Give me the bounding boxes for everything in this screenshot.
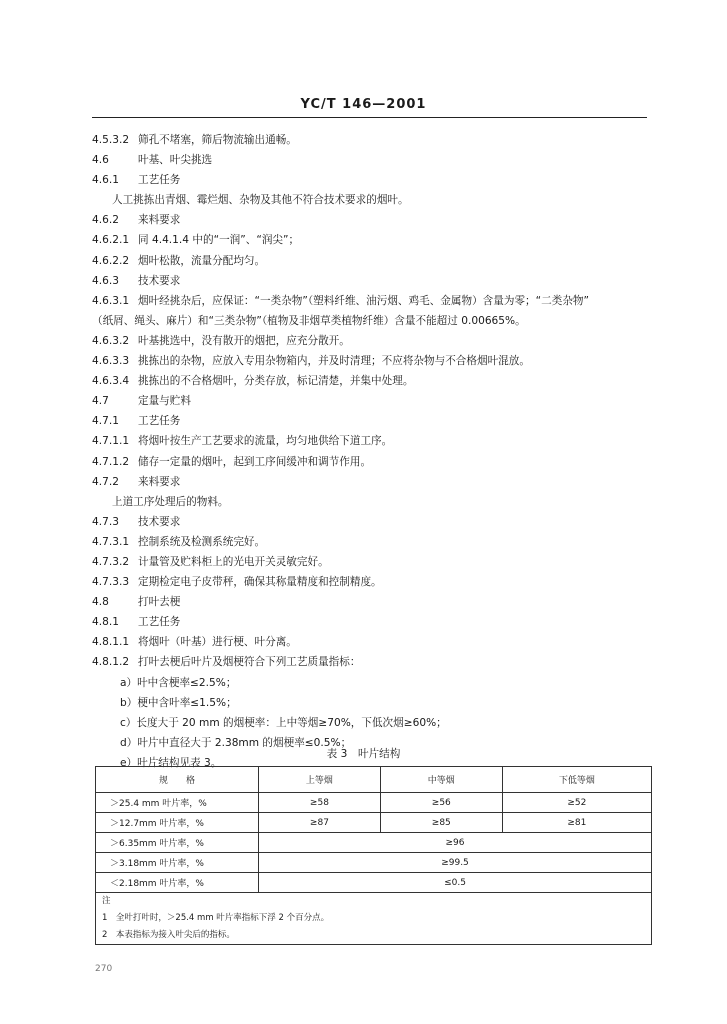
table-notes bbox=[96, 893, 652, 945]
clause-number: 4.7 bbox=[92, 395, 109, 408]
text-line bbox=[92, 271, 652, 291]
clause-number: 4.6.3.3 bbox=[92, 355, 130, 368]
text-line bbox=[92, 713, 652, 733]
table-header-row bbox=[96, 767, 652, 793]
text-line bbox=[92, 210, 652, 230]
row-label: ＞6.35mm 叶片率，% bbox=[96, 833, 259, 853]
clause-text: 技术要求 bbox=[138, 515, 181, 528]
text-line bbox=[92, 331, 652, 351]
table-row bbox=[96, 853, 652, 873]
clause-text: 人工挑拣出青烟、霉烂烟、杂物及其他不符合技术要求的烟叶。 bbox=[112, 194, 409, 207]
table-notes-row bbox=[96, 893, 652, 945]
clause-number: 4.6.3.2 bbox=[92, 334, 130, 347]
text-line bbox=[92, 411, 652, 431]
text-line bbox=[92, 673, 652, 693]
clause-text: 打叶去梗后叶片及烟梗符合下列工艺质量指标： bbox=[138, 656, 361, 669]
clause-number: 4.6.2 bbox=[92, 214, 119, 227]
clause-text: 定期检定电子皮带秤，确保其称量精度和控制精度。 bbox=[138, 576, 382, 589]
clause-text: 技术要求 bbox=[138, 274, 181, 287]
clause-number: 4.8.1.1 bbox=[92, 636, 130, 649]
cell-value: ≥52 bbox=[502, 793, 651, 813]
text-line bbox=[92, 592, 652, 612]
text-line bbox=[92, 190, 652, 210]
cell-value: ≥87 bbox=[259, 813, 381, 833]
text-line bbox=[92, 492, 652, 512]
clause-text: 叶基挑选中，没有散开的烟把，应充分散开。 bbox=[138, 334, 350, 347]
text-line bbox=[92, 351, 652, 371]
clause-number: 4.7.3.3 bbox=[92, 576, 130, 589]
clause-text: 将烟叶（叶基）进行梗、叶分离。 bbox=[138, 636, 297, 649]
cell-value: ≥85 bbox=[380, 813, 502, 833]
text-line bbox=[92, 130, 652, 150]
text-line bbox=[92, 572, 652, 592]
clause-text: 储存一定量的烟叶，起到工序间缓冲和调节作用。 bbox=[138, 455, 372, 468]
clause-number: 4.7.1.1 bbox=[92, 435, 130, 448]
row-label: ＞3.18mm 叶片率，% bbox=[96, 853, 259, 873]
clause-text: 打叶去梗 bbox=[138, 596, 181, 609]
header-spec: 规 格 bbox=[96, 767, 259, 793]
clause-number: 4.7.1 bbox=[92, 415, 119, 428]
leaf-structure-table bbox=[95, 766, 652, 945]
text-line bbox=[92, 431, 652, 451]
text-line bbox=[92, 391, 652, 411]
clause-text: 工艺任务 bbox=[138, 616, 181, 629]
clause-text: e）叶片结构见表 3。 bbox=[120, 756, 222, 769]
table-row bbox=[96, 833, 652, 853]
text-line bbox=[92, 652, 652, 672]
text-line bbox=[92, 512, 652, 532]
clause-text: 挑拣出的杂物，应放入专用杂物箱内，并及时清理；不应将杂物与不合格烟叶混放。 bbox=[138, 355, 530, 368]
cell-value-merged: ≥99.5 bbox=[259, 853, 652, 873]
cell-value-merged: ≥96 bbox=[259, 833, 652, 853]
cell-value: ≥81 bbox=[502, 813, 651, 833]
text-line bbox=[92, 230, 652, 250]
table-row bbox=[96, 813, 652, 833]
header-upper: 上等烟 bbox=[259, 767, 381, 793]
text-line bbox=[92, 552, 652, 572]
clause-text: 挑拣出的不合格烟叶，分类存放，标记清楚，并集中处理。 bbox=[138, 375, 414, 388]
clause-number: 4.6.2.2 bbox=[92, 254, 130, 267]
notes-title: 注 bbox=[102, 896, 111, 906]
cell-value-merged: ≤0.5 bbox=[259, 873, 652, 893]
clause-number: 4.6.3 bbox=[92, 274, 119, 287]
text-line bbox=[92, 371, 652, 391]
text-line bbox=[92, 291, 652, 311]
header-middle: 中等烟 bbox=[380, 767, 502, 793]
clause-number: 4.6.3.4 bbox=[92, 375, 130, 388]
text-line bbox=[92, 150, 652, 170]
clause-text: 来料要求 bbox=[138, 475, 181, 488]
clause-number: 4.7.1.2 bbox=[92, 455, 130, 468]
clause-text: 将烟叶按生产工艺要求的流量，均匀地供给下道工序。 bbox=[138, 435, 393, 448]
clause-text: 工艺任务 bbox=[138, 174, 181, 187]
cell-value: ≥58 bbox=[259, 793, 381, 813]
clause-number: 4.8.1 bbox=[92, 616, 119, 629]
clause-number: 4.8.1.2 bbox=[92, 656, 130, 669]
clause-number: 4.6.1 bbox=[92, 174, 119, 187]
clause-text: 上道工序处理后的物料。 bbox=[112, 495, 229, 508]
clause-text: 筛孔不堵塞，筛后物流输出通畅。 bbox=[138, 134, 297, 146]
clause-number: 4.8 bbox=[92, 596, 109, 609]
clause-text: 定量与贮料 bbox=[138, 395, 191, 408]
clause-text: （纸屑、绳头、麻片）和“三类杂物”（植物及非烟草类植物纤维）含量不能超过 0.00665%。 bbox=[92, 314, 526, 327]
clause-number: 4.7.3 bbox=[92, 515, 119, 528]
clause-number: 4.6.3.1 bbox=[92, 294, 130, 307]
clause-text: 工艺任务 bbox=[138, 415, 181, 428]
clause-text: 烟叶经挑杂后，应保证：“一类杂物”（塑料纤维、油污烟、鸡毛、金属物）含量为零；“二类杂物” bbox=[138, 294, 589, 307]
table-caption: 表 3 叶片结构 bbox=[326, 748, 401, 760]
clause-text: 烟叶松散，流量分配均匀。 bbox=[138, 254, 266, 267]
table-row bbox=[96, 873, 652, 893]
row-label: ＞25.4 mm 叶片率，% bbox=[96, 793, 259, 813]
row-label: ＜2.18mm 叶片率，% bbox=[96, 873, 259, 893]
clause-text: 计量管及贮料柜上的光电开关灵敏完好。 bbox=[138, 555, 329, 568]
clause-number: 4.7.2 bbox=[92, 475, 119, 488]
clause-text: b）梗中含叶率≤1.5%； bbox=[120, 696, 237, 709]
header: YC/T 146—2001 bbox=[300, 97, 427, 112]
note-item: 1 全叶打叶时，＞25.4 mm 叶片率指标下浮 2 个百分点。 bbox=[102, 913, 330, 923]
text-line bbox=[92, 170, 652, 190]
text-line bbox=[92, 612, 652, 632]
clause-text: 控制系统及检测系统完好。 bbox=[138, 535, 266, 548]
page-number: 270 bbox=[95, 964, 113, 974]
clause-text: d）叶片中直径大于 2.38mm 的烟梗率≤0.5%； bbox=[120, 736, 352, 749]
text-line bbox=[92, 532, 652, 552]
clause-text: 来料要求 bbox=[138, 214, 181, 227]
clause-number: 4.7.3.2 bbox=[92, 555, 130, 568]
clause-text: a）叶中含梗率≤2.5%； bbox=[120, 676, 237, 689]
row-label: ＞12.7mm 叶片率，% bbox=[96, 813, 259, 833]
text-line bbox=[92, 632, 652, 652]
text-line bbox=[92, 472, 652, 492]
clause-number: 4.5.3.2 bbox=[92, 134, 130, 146]
header-lower: 下低等烟 bbox=[502, 767, 651, 793]
clause-text: c）长度大于 20 mm 的烟梗率：上中等烟≥70%，下低次烟≥60%； bbox=[120, 716, 447, 729]
text-line bbox=[92, 251, 652, 271]
text-line bbox=[92, 452, 652, 472]
text-line bbox=[92, 311, 652, 331]
clause-number: 4.7.3.1 bbox=[92, 535, 130, 548]
note-item: 2 本表指标为接入叶尖后的指标。 bbox=[102, 930, 235, 940]
text-line bbox=[92, 693, 652, 713]
clause-number: 4.6.2.1 bbox=[92, 234, 130, 247]
clause-number: 4.6 bbox=[92, 154, 109, 167]
cell-value: ≥56 bbox=[380, 793, 502, 813]
header-rule bbox=[92, 117, 647, 118]
clause-text: 同 4.4.1.4 中的“一润”、“润尖”； bbox=[138, 234, 300, 247]
clause-text: 叶基、叶尖挑选 bbox=[138, 154, 213, 167]
table-row bbox=[96, 793, 652, 813]
document-body bbox=[92, 130, 652, 773]
